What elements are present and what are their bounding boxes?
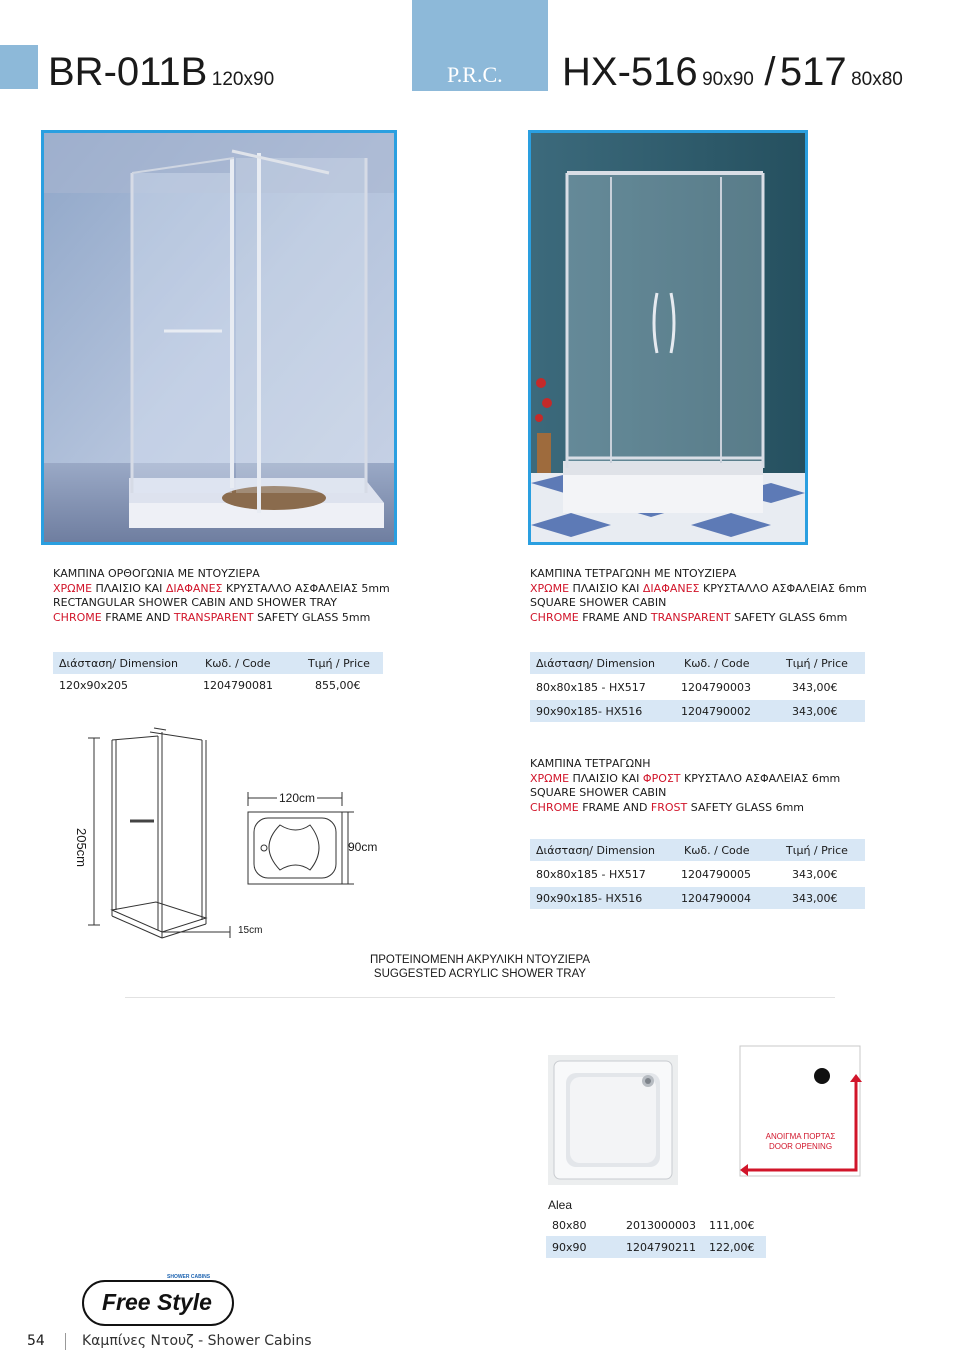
header-accent-square (0, 45, 38, 89)
cell-code: 1204790211 (626, 1241, 696, 1254)
table-row (530, 676, 865, 698)
cell-dimension: 90x90x185- HX516 (536, 892, 643, 905)
cell-price: 122,00€ (709, 1241, 755, 1254)
desc-line: CHROME FRAME AND FROST SAFETY GLASS 6mm (530, 800, 805, 814)
desc-line: CHROME FRAME AND TRANSPARENT SAFETY GLASS 6mm (530, 610, 848, 624)
height-dimension-label: 205cm (74, 827, 90, 868)
cell-price: 343,00€ (792, 868, 838, 881)
cell-code: 1204790005 (681, 868, 751, 881)
cell-price: 343,00€ (792, 705, 838, 718)
desc-line: SQUARE SHOWER CABIN (530, 786, 667, 800)
freestyle-logo (82, 1274, 234, 1326)
right-model-code-b: 517 (779, 50, 847, 94)
tray-photo (548, 1055, 678, 1185)
footer-divider (65, 1333, 66, 1350)
col-price-header: Τιμή / Price (786, 844, 848, 857)
right-model-size-a: 90x90 (702, 69, 754, 90)
product-photo-square-cabin (528, 130, 808, 545)
col-dimension-header: Διάσταση/ Dimension (536, 657, 655, 670)
col-price-header: Τιμή / Price (786, 657, 848, 670)
table-row (530, 887, 865, 909)
right-price-table (530, 652, 865, 722)
table-row (53, 674, 383, 696)
col-code-header: Κωδ. / Code (205, 657, 271, 670)
cell-dimension: 80x80 (552, 1219, 587, 1232)
brand-text: P.R.C. (447, 62, 503, 87)
page-number: 54 (27, 1333, 45, 1349)
cell-code: 1204790004 (681, 892, 751, 905)
col-price-header: Τιμή / Price (308, 657, 370, 670)
right-product-description (530, 567, 867, 625)
tray-price-table (546, 1214, 766, 1258)
logo-top-text: SHOWER CABINS (164, 1274, 213, 1280)
table-header-row (530, 652, 865, 674)
table-row (530, 863, 865, 885)
desc-line: ΧΡΩΜΕ ΠΛΑΙΣΙΟ ΚΑΙ ΦΡΟΣΤ ΚΡΥΣΤΑΛΟ ΑΣΦΑΛΕΙΑΣ 6mm (530, 771, 841, 785)
desc-line: ΚΑΜΠΙΝΑ ΟΡΘΟΓΩΝΙΑ ΜΕ ΝΤΟΥΖΙΕΡΑ (53, 567, 260, 580)
acrylic-tray-illustration (548, 1055, 678, 1185)
desc-line: ΚΑΜΠΙΝΑ ΤΕΤΡΑΓΩΝΗ ΜΕ ΝΤΟΥΖΙΕΡΑ (530, 567, 737, 580)
square-cabin-illustration (531, 133, 805, 542)
table-row (530, 700, 865, 722)
width-dimension-label: 120cm (279, 791, 316, 805)
left-model-size: 120x90 (211, 69, 275, 90)
footer-section-title: Καμπίνες Ντουζ - Shower Cabins (82, 1333, 312, 1349)
right-model-size-b: 80x80 (851, 69, 903, 90)
cell-dimension: 80x80x185 - HX517 (536, 681, 646, 694)
left-model-code: BR-011B (48, 50, 208, 94)
cell-dimension: 80x80x185 - HX517 (536, 868, 646, 881)
cell-price: 343,00€ (792, 892, 838, 905)
desc-line: CHROME FRAME AND TRANSPARENT SAFETY GLASS 5mm (53, 610, 371, 624)
frost-price-table (530, 839, 865, 909)
depth-dimension-label: 90cm (348, 840, 378, 854)
cell-price: 855,00€ (315, 679, 361, 692)
tray-height-label: 15cm (238, 925, 263, 936)
desc-line: ΚΑΜΠΙΝΑ ΤΕΤΡΑΓΩΝΗ (530, 757, 651, 770)
suggested-tray-caption (330, 953, 630, 981)
desc-line: RECTANGULAR SHOWER CABIN AND SHOWER TRAY (53, 596, 338, 610)
right-model-code-a: HX-516 (562, 50, 698, 94)
right-model-title (562, 50, 903, 95)
col-dimension-header: Διάσταση/ Dimension (536, 844, 655, 857)
col-code-header: Κωδ. / Code (684, 844, 750, 857)
table-row (546, 1236, 766, 1258)
frost-product-description (530, 757, 840, 815)
technical-drawing (70, 720, 390, 950)
desc-line: ΧΡΩΜΕ ΠΛΑΙΣΙΟ ΚΑΙ ΔΙΑΦΑΝΕΣ ΚΡΥΣΤΑΛΛΟ ΑΣΦΑΛΕΙΑΣ 6mm (530, 581, 867, 595)
left-price-table (53, 652, 383, 696)
cell-code: 1204790003 (681, 681, 751, 694)
cell-dimension: 90x90x185- HX516 (536, 705, 643, 718)
tray-top-view (738, 1044, 863, 1179)
cell-code: 2013000003 (626, 1219, 696, 1232)
table-header-row (53, 652, 383, 674)
cell-dimension: 120x90x205 (59, 679, 129, 692)
cabin-dimension-drawing (70, 720, 390, 950)
left-product-description (53, 567, 390, 625)
tray-door-diagram (738, 1044, 863, 1179)
left-model-title (48, 50, 274, 95)
desc-line: ΧΡΩΜΕ ΠΛΑΙΣΙΟ ΚΑΙ ΔΙΑΦΑΝΕΣ ΚΡΥΣΤΑΛΛΟ ΑΣΦΑΛΕΙΑΣ 5mm (53, 581, 390, 595)
cell-dimension: 90x90 (552, 1241, 587, 1254)
table-row (546, 1214, 766, 1236)
table-header-row (530, 839, 865, 861)
caption-line-gr: ΠΡΟΤΕΙΝΟΜΕΝΗ ΑΚΡΥΛΙΚΗ ΝΤΟΥΖΙΕΡΑ (369, 954, 591, 966)
col-dimension-header: Διάσταση/ Dimension (59, 657, 178, 670)
caption-line-en: SUGGESTED ACRYLIC SHOWER TRAY (373, 968, 587, 980)
product-photo-rectangular-cabin (41, 130, 397, 545)
desc-line: SQUARE SHOWER CABIN (530, 596, 667, 610)
title-slash: / (764, 50, 776, 94)
tray-name: Alea (548, 1198, 573, 1212)
cell-price: 343,00€ (792, 681, 838, 694)
door-opening-label: ΑΝΟΙΓΜΑ ΠΟΡΤΑΣ DOOR OPENING (765, 1132, 836, 1151)
cell-code: 1204790081 (203, 679, 273, 692)
section-divider (125, 997, 835, 998)
logo-text: Free Style (102, 1289, 212, 1315)
rectangular-cabin-illustration (44, 133, 394, 542)
cell-code: 1204790002 (681, 705, 751, 718)
col-code-header: Κωδ. / Code (684, 657, 750, 670)
cell-price: 111,00€ (709, 1219, 755, 1232)
